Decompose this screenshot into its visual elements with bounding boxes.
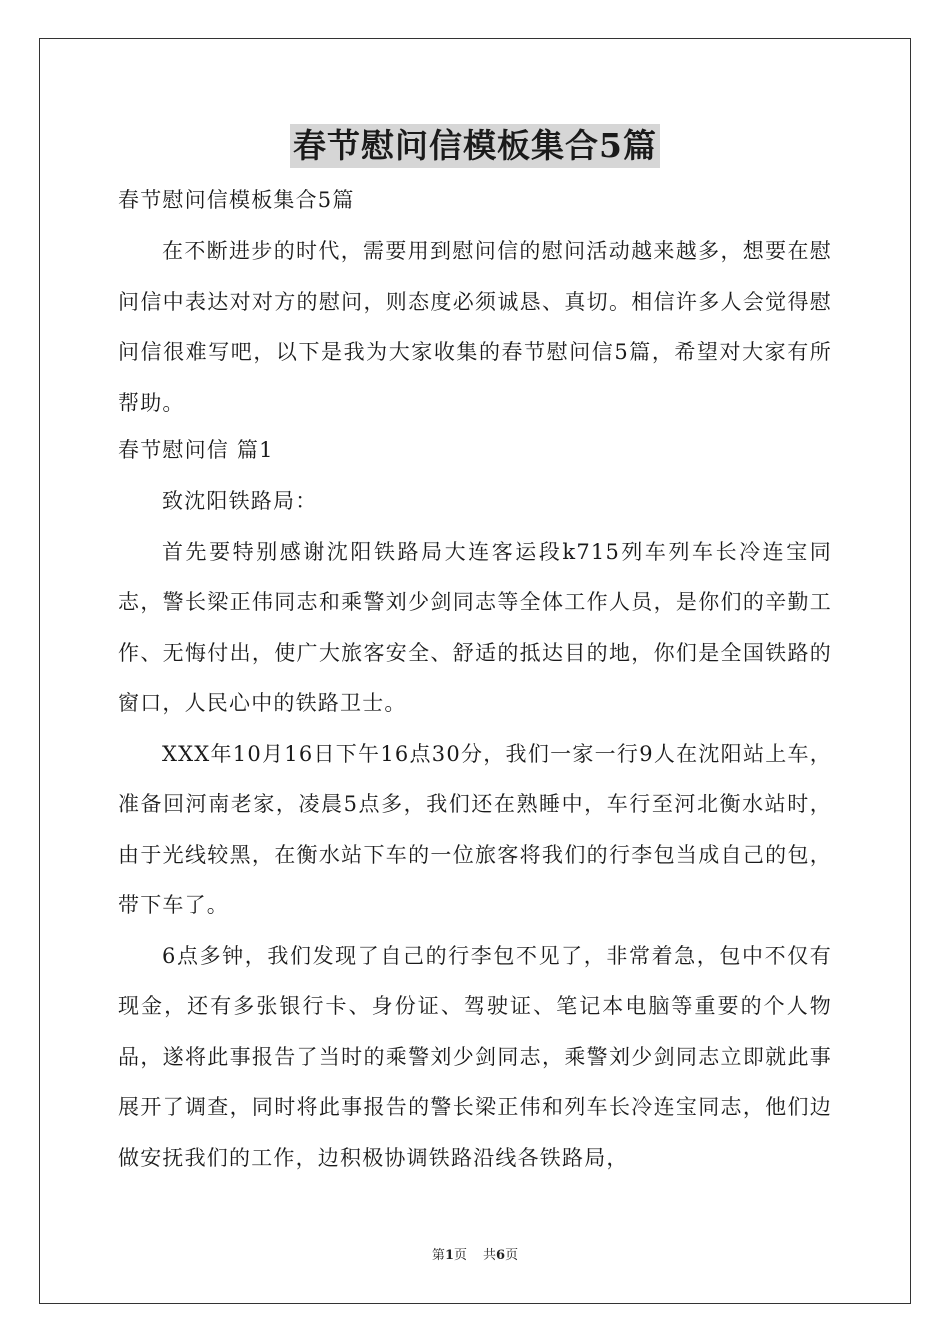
paragraph-subtitle: 春节慰问信模板集合5篇 — [118, 188, 355, 212]
footer-page-total: 6 — [496, 1248, 506, 1263]
footer-total-suffix: 页 — [505, 1248, 519, 1263]
paragraph-intro: 在不断进步的时代，需要用到慰问信的慰问活动越来越多，想要在慰问信中表达对对方的慰问，则态度必须诚恳、真切。相信许多人会觉得慰问信很难写吧，以下是我为大家收集的春节慰问信5篇，希望对大家有所帮助。 — [118, 239, 832, 415]
paragraph-salutation: 致沈阳铁路局： — [162, 489, 318, 513]
section-heading: 春节慰问信 篇1 — [118, 438, 274, 462]
paragraph-body: 首先要特别感谢沈阳铁路局大连客运段k715列车列车长冷连宝同志，警长梁正伟同志和乘警刘少剑同志等全体工作人员，是你们的辛勤工作、无悔付出，使广大旅客安全、舒适的抵达目的地，你们是全国铁路的窗口，人民心中的铁路卫士。 — [118, 539, 832, 715]
footer-page-suffix: 页 — [453, 1248, 467, 1263]
footer-page-current: 1 — [444, 1248, 454, 1263]
page-footer — [0, 1247, 950, 1265]
footer-page-prefix: 第 — [431, 1248, 445, 1263]
document-body — [118, 178, 832, 1183]
document-title: 春节慰问信模板集合5篇 — [290, 124, 660, 168]
paragraph-body: 6点多钟，我们发现了自己的行李包不见了，非常着急，包中不仅有现金，还有多张银行卡、身份证、驾驶证、笔记本电脑等重要的个人物品，遂将此事报告了当时的乘警刘少剑同志，乘警刘少剑同志立即就此事展开了调查，同时将此事报告的警长梁正伟和列车长冷连宝同志，他们边做安抚我们的工作，边积极协调铁路沿线各铁路局， — [118, 943, 832, 1170]
paragraph-body: XXX年10月16日下午16点30分，我们一家一行9人在沈阳站上车，准备回河南老家，凌晨5点多，我们还在熟睡中，车行至河北衡水站时，由于光线较黑，在衡水站下车的一位旅客将我们的行李包当成自己的包，带下车了。 — [118, 741, 832, 917]
title-container — [0, 124, 950, 168]
footer-total-prefix: 共 — [483, 1248, 497, 1263]
